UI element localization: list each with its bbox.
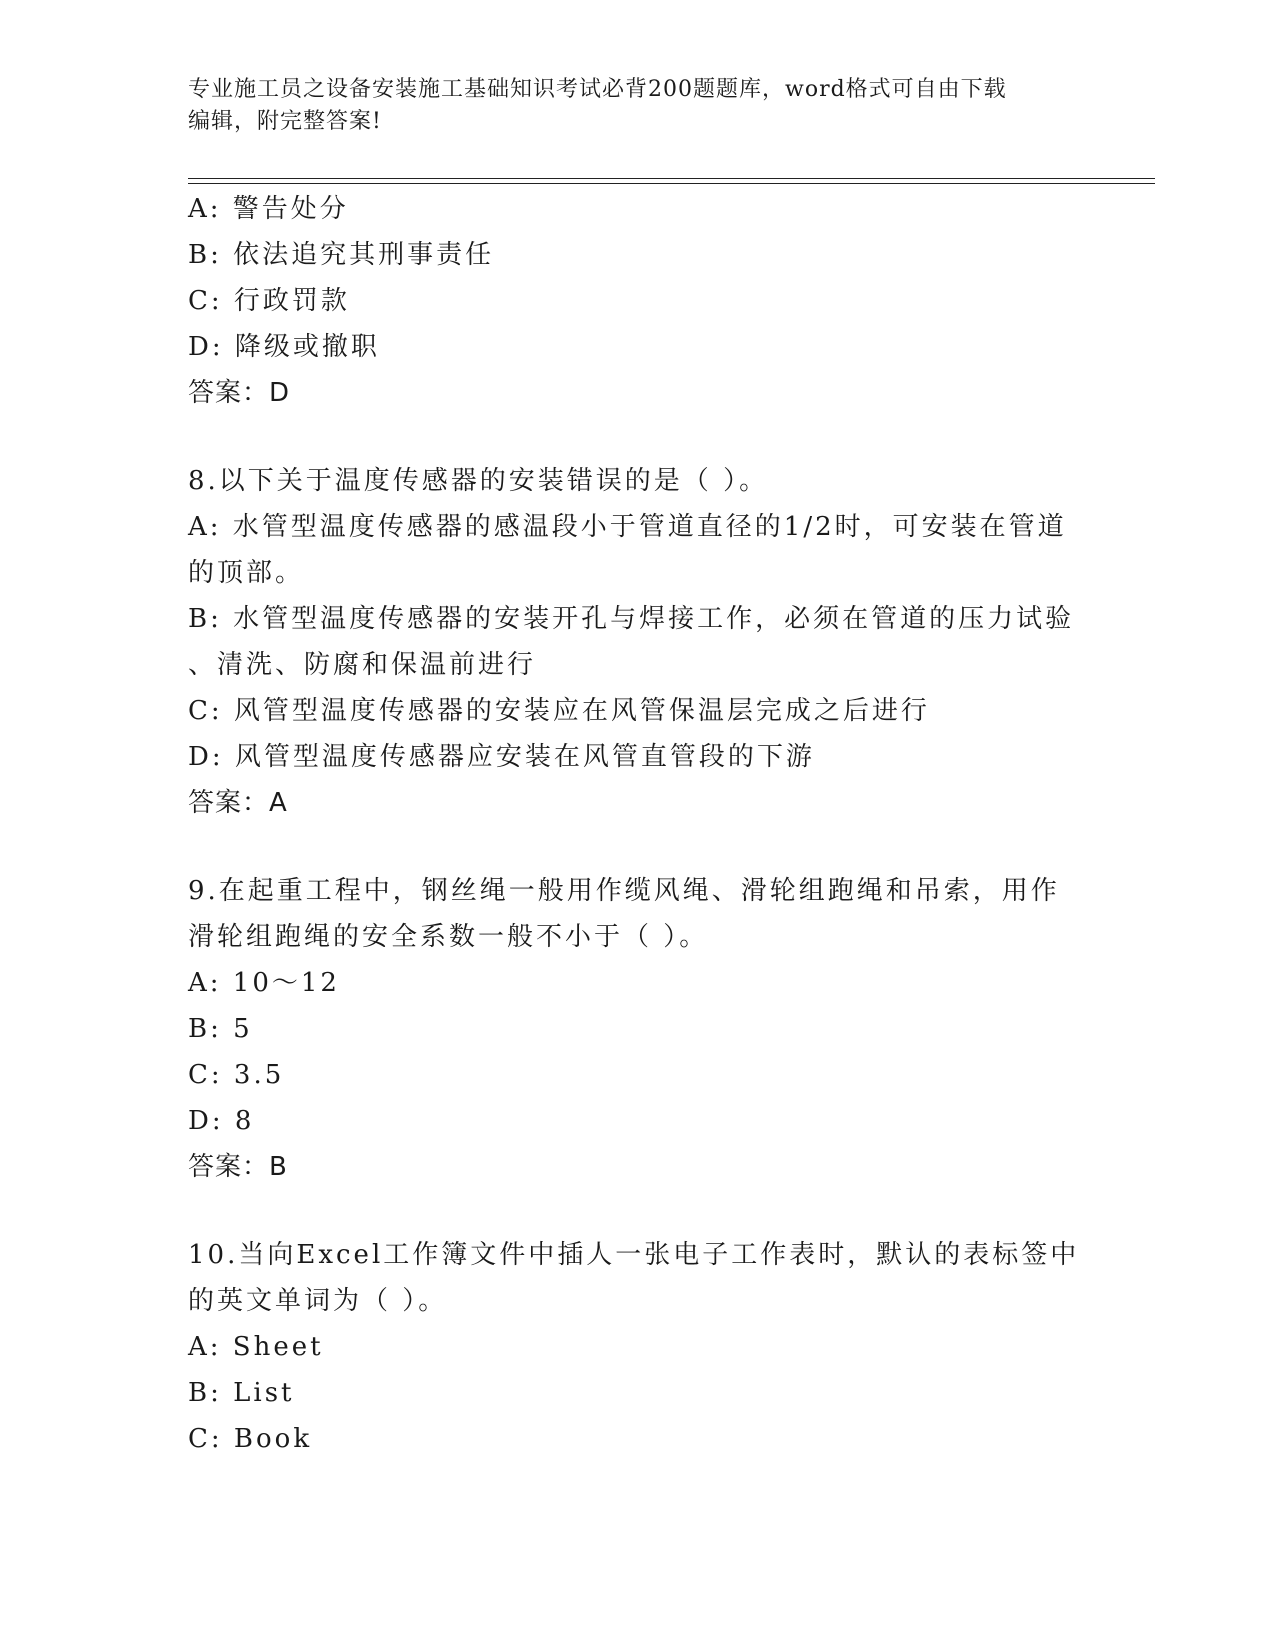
option-c: C: 行政罚款 [188,286,350,316]
option-d: D: 风管型温度传感器应安装在风管直管段的下游 [188,742,815,772]
question-8 [188,458,1088,826]
question-stem: 10.当向Excel工作簿文件中插人一张电子工作表时，默认的表标签中 [188,1240,1080,1270]
option-a-continued: 的顶部。 [188,558,305,588]
option-d: D: 8 [188,1106,255,1136]
option-b: B: List [188,1378,295,1408]
question-7 [188,186,1088,416]
question-stem: 8.以下关于温度传感器的安装错误的是（ ）。 [188,466,769,496]
question-stem: 9.在起重工程中，钢丝绳一般用作缆风绳、滑轮组跑绳和吊索，用作 [188,876,1060,906]
spacer [188,1190,1088,1232]
option-b: B: 5 [188,1014,253,1044]
option-c: C: Book [188,1424,313,1454]
question-stem-continued: 的英文单词为（ ）。 [188,1286,448,1316]
header-rule-top [188,178,1155,179]
option-b: B: 依法追究其刑事责任 [188,240,495,270]
option-a: A: Sheet [188,1332,324,1362]
option-a: A: 警告处分 [188,194,349,224]
option-b: B: 水管型温度传感器的安装开孔与焊接工作，必须在管道的压力试验 [188,604,1075,634]
option-d: D: 降级或撤职 [188,332,380,362]
spacer [188,416,1088,458]
header-title-line-1: 专业施工员之设备安装施工基础知识考试必背200题题库，word格式可自由下载 [188,77,1007,102]
option-b-continued: 、清洗、防腐和保温前进行 [188,650,537,680]
question-10 [188,1232,1088,1462]
question-stem-continued: 滑轮组跑绳的安全系数一般不小于（ ）。 [188,922,709,952]
header-rule-bottom [188,183,1155,184]
option-a: A: 水管型温度传感器的感温段小于管道直径的1/2时，可安装在管道 [188,512,1067,542]
question-list [188,186,1088,1462]
answer: 答案：A [188,788,288,818]
header-title-line-2: 编辑，附完整答案! [188,109,382,134]
document-header [188,74,1068,138]
question-9 [188,868,1088,1190]
answer: 答案：B [188,1152,288,1182]
spacer [188,826,1088,868]
option-c: C: 3.5 [188,1060,285,1090]
option-c: C: 风管型温度传感器的安装应在风管保温层完成之后进行 [188,696,930,726]
answer: 答案：D [188,378,291,408]
option-a: A: 10～12 [188,968,340,998]
